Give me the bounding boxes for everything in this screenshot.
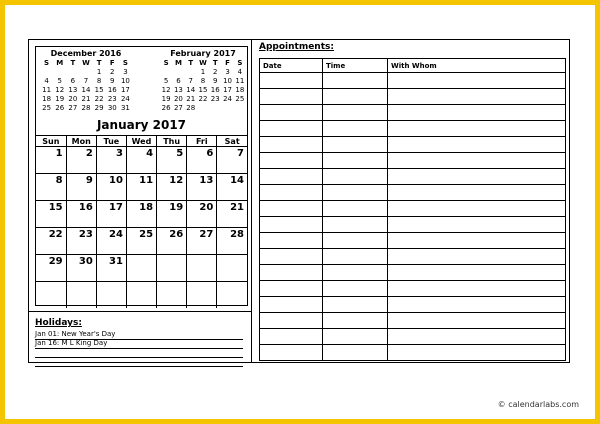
day-cell: 3 [225, 68, 230, 76]
day-cell: 23 [210, 95, 220, 103]
day-cell: 11 [235, 77, 245, 85]
credit-text: © calendarlabs.com [497, 400, 579, 409]
appointment-cell [323, 169, 388, 185]
day-cell: 15 [94, 86, 104, 94]
weekday-label: T [212, 59, 218, 67]
day-cell: 30 [107, 104, 117, 112]
appointment-cell [260, 265, 323, 281]
day-cell: 15 [36, 201, 66, 228]
appointment-cell [323, 121, 388, 137]
day-cell: 25 [235, 95, 245, 103]
week-row [160, 104, 246, 113]
weekday-header: Sat [217, 136, 247, 147]
weekday-header: Mon [66, 136, 96, 147]
day-cell: 14 [81, 86, 91, 94]
weekday-row [40, 59, 132, 68]
appointment-cell [388, 265, 566, 281]
day-cell: 20 [173, 95, 183, 103]
appointment-cell [260, 329, 323, 345]
appointment-cell [323, 201, 388, 217]
weekday-label: F [225, 59, 230, 67]
appointment-cell [260, 185, 323, 201]
appointment-cell [388, 121, 566, 137]
day-cell: 8 [200, 77, 206, 85]
mini-calendar-next [160, 49, 246, 113]
day-cell [66, 68, 79, 77]
day-cell [197, 104, 209, 113]
day-cell: 17 [223, 86, 232, 94]
day-cell: 15 [198, 86, 208, 94]
weekday-label: M [56, 59, 64, 67]
day-cell: 31 [120, 104, 130, 112]
week-row [40, 104, 132, 113]
day-cell: 29 [94, 104, 104, 112]
day-cell: 13 [173, 86, 183, 94]
appointment-cell [323, 89, 388, 105]
day-cell: 18 [42, 95, 52, 103]
mini-calendar-grid [40, 59, 132, 113]
day-cell [66, 282, 96, 309]
appointment-cell [323, 249, 388, 265]
day-cell: 5 [157, 147, 187, 174]
appointment-cell [260, 297, 323, 313]
weekday-header: Fri [187, 136, 217, 147]
day-cell: 26 [55, 104, 65, 112]
appointment-cell [260, 121, 323, 137]
day-cell: 31 [96, 255, 126, 282]
appointments-column-header: Time [323, 59, 388, 73]
mini-calendar-title: December 2016 [50, 49, 122, 58]
day-cell [209, 104, 221, 113]
appointment-cell [388, 313, 566, 329]
week-row [36, 255, 247, 282]
day-cell: 4 [44, 77, 49, 85]
appointment-cell [323, 281, 388, 297]
planner-frame [28, 39, 570, 363]
day-cell [185, 68, 197, 77]
appointment-cell [388, 169, 566, 185]
day-cell: 16 [107, 86, 117, 94]
day-cell: 5 [163, 77, 169, 85]
weekday-header: Wed [126, 136, 156, 147]
appointment-cell [260, 73, 323, 89]
appointment-cell [260, 169, 323, 185]
holiday-line [35, 356, 243, 367]
appointments-column-header: With Whom [388, 59, 566, 73]
appointment-row [260, 217, 566, 233]
day-cell [126, 255, 156, 282]
day-cell: 14 [186, 86, 196, 94]
appointment-cell [388, 153, 566, 169]
day-cell: 19 [157, 201, 187, 228]
appointment-cell [323, 105, 388, 121]
week-row [40, 77, 132, 86]
day-cell: 18 [126, 201, 156, 228]
day-cell: 7 [188, 77, 193, 85]
day-cell: 18 [235, 86, 245, 94]
appointment-cell [260, 105, 323, 121]
weekday-label: S [163, 59, 169, 67]
day-cell: 10 [96, 174, 126, 201]
day-cell: 22 [198, 95, 208, 103]
day-cell [221, 104, 233, 113]
day-cell [234, 104, 246, 113]
day-cell: 6 [176, 77, 181, 85]
day-cell [217, 282, 247, 309]
appointment-cell [260, 217, 323, 233]
weekday-label: W [82, 59, 90, 67]
day-cell: 30 [66, 255, 96, 282]
day-cell: 1 [36, 147, 66, 174]
day-cell: 26 [161, 104, 171, 112]
appointment-cell [323, 345, 388, 361]
day-cell: 13 [68, 86, 78, 94]
day-cell [126, 282, 156, 309]
day-cell: 16 [66, 201, 96, 228]
day-cell: 27 [173, 104, 183, 112]
holidays-section [29, 311, 251, 363]
day-cell [160, 68, 172, 77]
appointment-cell [388, 201, 566, 217]
week-row [160, 68, 246, 77]
day-cell: 24 [223, 95, 232, 103]
appointment-row [260, 169, 566, 185]
week-row [36, 282, 247, 309]
day-cell: 5 [57, 77, 62, 85]
day-cell [157, 282, 187, 309]
day-cell: 25 [126, 228, 156, 255]
weekday-label: T [70, 59, 76, 67]
day-cell: 10 [223, 77, 232, 85]
appointments-column-header: Date [260, 59, 323, 73]
appointment-row [260, 249, 566, 265]
appointment-cell [323, 265, 388, 281]
appointment-cell [388, 249, 566, 265]
appointment-cell [260, 137, 323, 153]
holiday-line: Jan 01: New Year's Day [35, 329, 243, 340]
day-cell: 22 [94, 95, 104, 103]
day-cell [172, 68, 184, 77]
day-cell: 21 [81, 95, 91, 103]
week-row [160, 77, 246, 86]
day-cell: 13 [187, 174, 217, 201]
day-cell: 25 [42, 104, 52, 112]
week-row [40, 68, 132, 77]
weekday-header: Tue [96, 136, 126, 147]
weekday-label: S [122, 59, 128, 67]
week-row [36, 147, 247, 174]
day-cell [217, 255, 247, 282]
day-cell: 19 [55, 95, 65, 103]
appointment-row [260, 185, 566, 201]
day-cell: 20 [187, 201, 217, 228]
holiday-line: Jan 16: M L King Day [35, 338, 243, 349]
day-cell: 6 [70, 77, 76, 85]
week-row [40, 95, 132, 104]
appointment-cell [260, 345, 323, 361]
mini-calendar-title: February 2017 [170, 49, 236, 58]
day-cell [157, 255, 187, 282]
day-cell: 2 [66, 147, 96, 174]
day-cell: 12 [161, 86, 171, 94]
day-cell: 21 [186, 95, 196, 103]
appointment-cell [388, 281, 566, 297]
day-cell: 4 [126, 147, 156, 174]
day-cell: 2 [213, 68, 218, 76]
calendar-area [35, 46, 248, 306]
day-cell: 1 [96, 68, 102, 76]
appointment-cell [388, 89, 566, 105]
appointment-cell [388, 185, 566, 201]
appointment-cell [260, 249, 323, 265]
appointment-row [260, 137, 566, 153]
day-cell: 23 [107, 95, 117, 103]
appointment-cell [388, 73, 566, 89]
weekday-label: S [237, 59, 243, 67]
appointment-row [260, 201, 566, 217]
appointment-cell [260, 89, 323, 105]
day-cell: 29 [36, 255, 66, 282]
appointment-row [260, 233, 566, 249]
mini-calendar-previous [40, 49, 132, 113]
day-cell [40, 68, 53, 77]
appointment-cell [388, 329, 566, 345]
day-cell: 28 [81, 104, 91, 112]
week-row [36, 174, 247, 201]
day-cell [36, 282, 66, 309]
appointment-row [260, 73, 566, 89]
appointment-cell [388, 345, 566, 361]
day-cell: 1 [200, 68, 206, 76]
appointment-row [260, 105, 566, 121]
day-cell [187, 255, 217, 282]
day-cell: 6 [187, 147, 217, 174]
appointment-row [260, 329, 566, 345]
weekday-label: T [96, 59, 102, 67]
day-cell [79, 68, 92, 77]
day-cell: 28 [217, 228, 247, 255]
day-cell: 21 [217, 201, 247, 228]
appointment-cell [323, 217, 388, 233]
day-cell: 9 [110, 77, 115, 85]
week-row [40, 86, 132, 95]
day-cell: 3 [96, 147, 126, 174]
appointment-row [260, 89, 566, 105]
appointment-cell [323, 313, 388, 329]
appointment-cell [260, 313, 323, 329]
day-cell: 14 [217, 174, 247, 201]
weekday-label: W [199, 59, 207, 67]
day-cell: 11 [42, 86, 52, 94]
appointment-cell [388, 233, 566, 249]
mini-calendar-grid [160, 59, 246, 113]
appointment-cell [388, 137, 566, 153]
appointment-cell [388, 217, 566, 233]
weekday-label: T [188, 59, 194, 67]
calendar-column [29, 40, 252, 362]
appointment-cell [323, 153, 388, 169]
appointments-title: Appointments: [259, 42, 334, 52]
appointment-cell [323, 185, 388, 201]
weekday-label: S [44, 59, 50, 67]
day-cell: 27 [187, 228, 217, 255]
weekday-row [160, 59, 246, 68]
weekday-header: Thu [157, 136, 187, 147]
day-cell: 10 [120, 77, 130, 85]
day-cell [187, 282, 217, 309]
appointment-row [260, 297, 566, 313]
week-row [36, 201, 247, 228]
appointment-cell [323, 329, 388, 345]
day-cell: 24 [96, 228, 126, 255]
weekday-header: Sun [36, 136, 66, 147]
day-cell: 28 [186, 104, 196, 112]
day-cell: 11 [126, 174, 156, 201]
day-cell: 8 [96, 77, 102, 85]
day-cell: 9 [66, 174, 96, 201]
appointments-table [259, 58, 566, 361]
day-cell: 7 [217, 147, 247, 174]
day-cell: 3 [123, 68, 128, 76]
appointment-cell [323, 233, 388, 249]
day-cell: 9 [213, 77, 218, 85]
day-cell: 12 [157, 174, 187, 201]
month-grid [36, 135, 247, 308]
appointment-cell [260, 201, 323, 217]
day-cell: 17 [120, 86, 130, 94]
appointment-row [260, 153, 566, 169]
day-cell [53, 68, 66, 77]
week-row [36, 228, 247, 255]
appointment-cell [260, 233, 323, 249]
appointment-row [260, 121, 566, 137]
appointment-cell [388, 297, 566, 313]
weekday-label: M [174, 59, 182, 67]
appointment-row [260, 345, 566, 361]
appointment-cell [323, 73, 388, 89]
appointment-cell [323, 297, 388, 313]
day-cell: 2 [110, 68, 115, 76]
holidays-title: Holidays: [35, 318, 82, 328]
day-cell: 23 [66, 228, 96, 255]
day-cell [96, 282, 126, 309]
day-cell: 4 [237, 68, 243, 76]
day-cell: 24 [120, 95, 130, 103]
day-cell: 22 [36, 228, 66, 255]
appointment-row [260, 281, 566, 297]
appointment-cell [260, 281, 323, 297]
day-cell: 7 [83, 77, 89, 85]
day-cell: 27 [68, 104, 78, 112]
day-cell: 12 [55, 86, 65, 94]
day-cell: 19 [161, 95, 171, 103]
appointment-cell [323, 137, 388, 153]
day-cell: 17 [96, 201, 126, 228]
appointment-cell [260, 153, 323, 169]
appointment-row [260, 313, 566, 329]
calendar-page [5, 5, 595, 419]
weekday-label: F [109, 59, 115, 67]
appointment-cell [388, 105, 566, 121]
day-cell: 20 [68, 95, 78, 103]
day-cell: 16 [210, 86, 220, 94]
month-title: January 2017 [96, 118, 187, 132]
week-row [160, 86, 246, 95]
appointment-row [260, 265, 566, 281]
day-cell: 26 [157, 228, 187, 255]
week-row [160, 95, 246, 104]
day-cell: 8 [36, 174, 66, 201]
